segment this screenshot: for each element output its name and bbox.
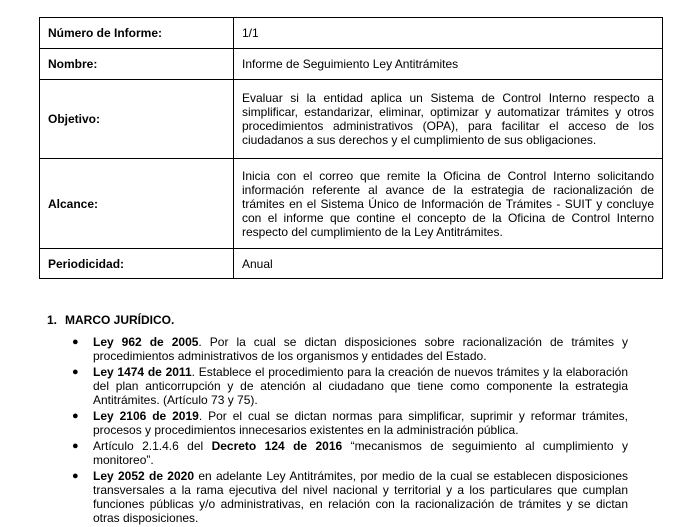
item-text: . Por la cual se dictan disposiciones sobre racionalización de trámites y procedimientos administrativos de los organismos y entidades del Estado.: [93, 335, 628, 363]
table-row-report-number: [40, 18, 663, 49]
report-number-value: 1/1: [234, 18, 663, 49]
table-row-name: [40, 49, 663, 80]
list-item: [68, 439, 628, 467]
scope-label: Alcance:: [40, 159, 234, 249]
bullet-icon: ●: [72, 470, 79, 482]
item-law-name: Decreto 124 de 2016: [211, 439, 343, 453]
list-item: [68, 365, 628, 407]
item-prefix: Artículo 2.1.4.6 del: [93, 439, 212, 453]
scope-value: Inicia con el correo que remite la Oficina de Control Interno solicitando información referente al avance de la estrategia de racionalización de trámites en el Sistema Único de Información de Trámites - SUIT y concluye con el informe que contine el concepto de la Oficina de Control Interno respecto del cumplimiento de la Ley Antitrámites.: [234, 159, 663, 249]
periodicity-label: Periodicidad:: [40, 249, 234, 279]
report-number-label: Número de Informe:: [40, 18, 234, 49]
section-heading: [47, 313, 174, 327]
list-item: [68, 409, 628, 437]
name-label: Nombre:: [40, 49, 234, 80]
item-text: . Por el cual se dictan normas para simplificar, suprimir y reformar trámites, procesos y procedimientos innecesarios existentes en la administración pública.: [93, 409, 629, 437]
periodicity-value: Anual: [234, 249, 663, 279]
item-law-name: Ley 2106 de 2019: [93, 409, 199, 423]
objective-label: Objetivo:: [40, 80, 234, 159]
section-number: 1.: [47, 313, 58, 327]
report-info-table: [39, 17, 663, 279]
table-row-scope: [40, 159, 663, 249]
item-law-name: Ley 1474 de 2011: [93, 365, 192, 379]
table-row-periodicity: [40, 249, 663, 279]
table-row-objective: [40, 80, 663, 159]
bullet-icon: ●: [72, 366, 79, 378]
item-text: en adelante Ley Antitrámites, por medio de la cual se establecen disposiciones transversales a la rama ejecutiva del nivel nacional y territorial y a los particulares que cumplan funciones públicas y/o administrativas, en relación con la racionalización de trámites y se dictan otras disposiciones.: [93, 469, 628, 525]
list-item: [68, 335, 628, 363]
objective-value: Evaluar si la entidad aplica un Sistema de Control Interno respecto a simplificar, estandarizar, eliminar, optimizar y automatizar trámites y otros procedimientos administrativos (OPA), para facilitar el acceso de los ciudadanos a sus derechos y el cumplimiento de sus obligaciones.: [234, 80, 663, 159]
item-law-name: Ley 962 de 2005: [93, 335, 199, 349]
item-law-name: Ley 2052 de 2020: [93, 469, 195, 483]
section-title: MARCO JURÍDICO.: [65, 313, 175, 327]
bullet-icon: ●: [72, 336, 79, 348]
bullet-icon: ●: [72, 410, 79, 422]
bullet-icon: ●: [72, 440, 79, 452]
name-value: Informe de Seguimiento Ley Antitrámites: [234, 49, 663, 80]
list-item: [68, 469, 628, 525]
item-text: . Establece el procedimiento para la creación de nuevos trámites y la elaboración del plan anticorrupción y de atención al ciudadano que tiene como componente la estrategia Antitrámites. (Artículo 73 y 75).: [93, 365, 628, 407]
legal-framework-list: [68, 335, 628, 527]
item-text: “mecanismos de seguimiento al cumplimiento y monitoreo”.: [93, 439, 628, 467]
